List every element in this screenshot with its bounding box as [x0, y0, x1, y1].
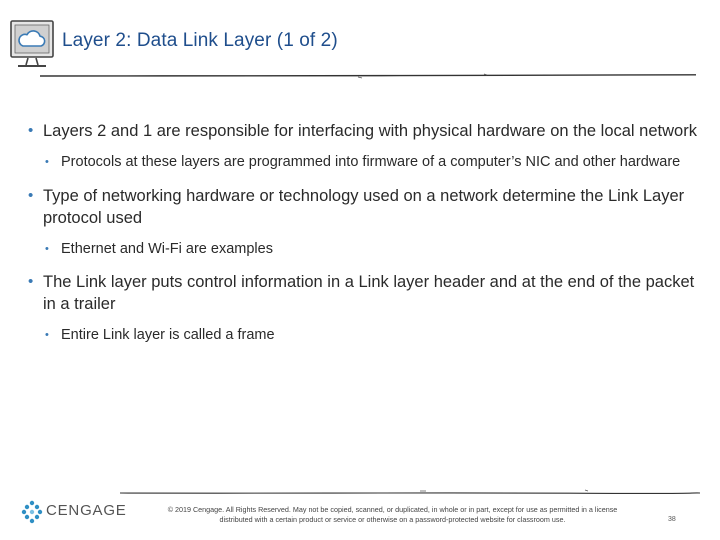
header-divider [40, 68, 696, 80]
bullet-item [28, 185, 698, 229]
sub-bullet-dot: • [45, 329, 49, 341]
bullet-item [28, 271, 698, 315]
bullet-dot: • [28, 122, 34, 139]
bullet-item [28, 120, 698, 142]
cloud-monitor-icon [8, 18, 56, 70]
bullet-text: The Link layer puts control information in a Link layer header and at the end of the packet in a trailer [43, 273, 695, 313]
footer-divider [120, 488, 700, 498]
copyright-line: © 2019 Cengage. All Rights Reserved. May not be copied, scanned, or duplicated, in whole or in part, except for use as permitted in a license [167, 505, 618, 514]
sub-bullet-text: Protocols at these layers are programmed into firmware of a computer’s NIC and other hardware [61, 154, 681, 170]
bullet-text: Type of networking hardware or technology used on a network determine the Link Layer protocol used [43, 186, 685, 227]
sub-bullet-text: Ethernet and Wi-Fi are examples [61, 240, 273, 257]
bullet-dot: • [28, 186, 34, 204]
sub-bullet-text: Entire Link layer is called a frame [61, 327, 275, 343]
bullet-text: Layers 2 and 1 are responsible for interfacing with physical hardware on the local network [43, 122, 697, 140]
sub-bullet-dot: • [45, 156, 49, 168]
sub-bullet-item [28, 326, 698, 346]
sub-bullet-item [28, 240, 698, 260]
sub-bullet-dot: • [45, 242, 49, 255]
copyright-notice [140, 505, 645, 525]
page-title: Layer 2: Data Link Layer (1 of 2) [62, 30, 338, 51]
copyright-line: distributed with a certain product or service or otherwise on a password-protected website for classroom use. [219, 515, 566, 524]
page-number: 38 [668, 516, 676, 523]
bullet-list [28, 120, 698, 346]
sub-bullet-item [28, 153, 698, 173]
cengage-logo-text: CENGAGE [46, 502, 127, 519]
bullet-dot: • [28, 273, 34, 290]
